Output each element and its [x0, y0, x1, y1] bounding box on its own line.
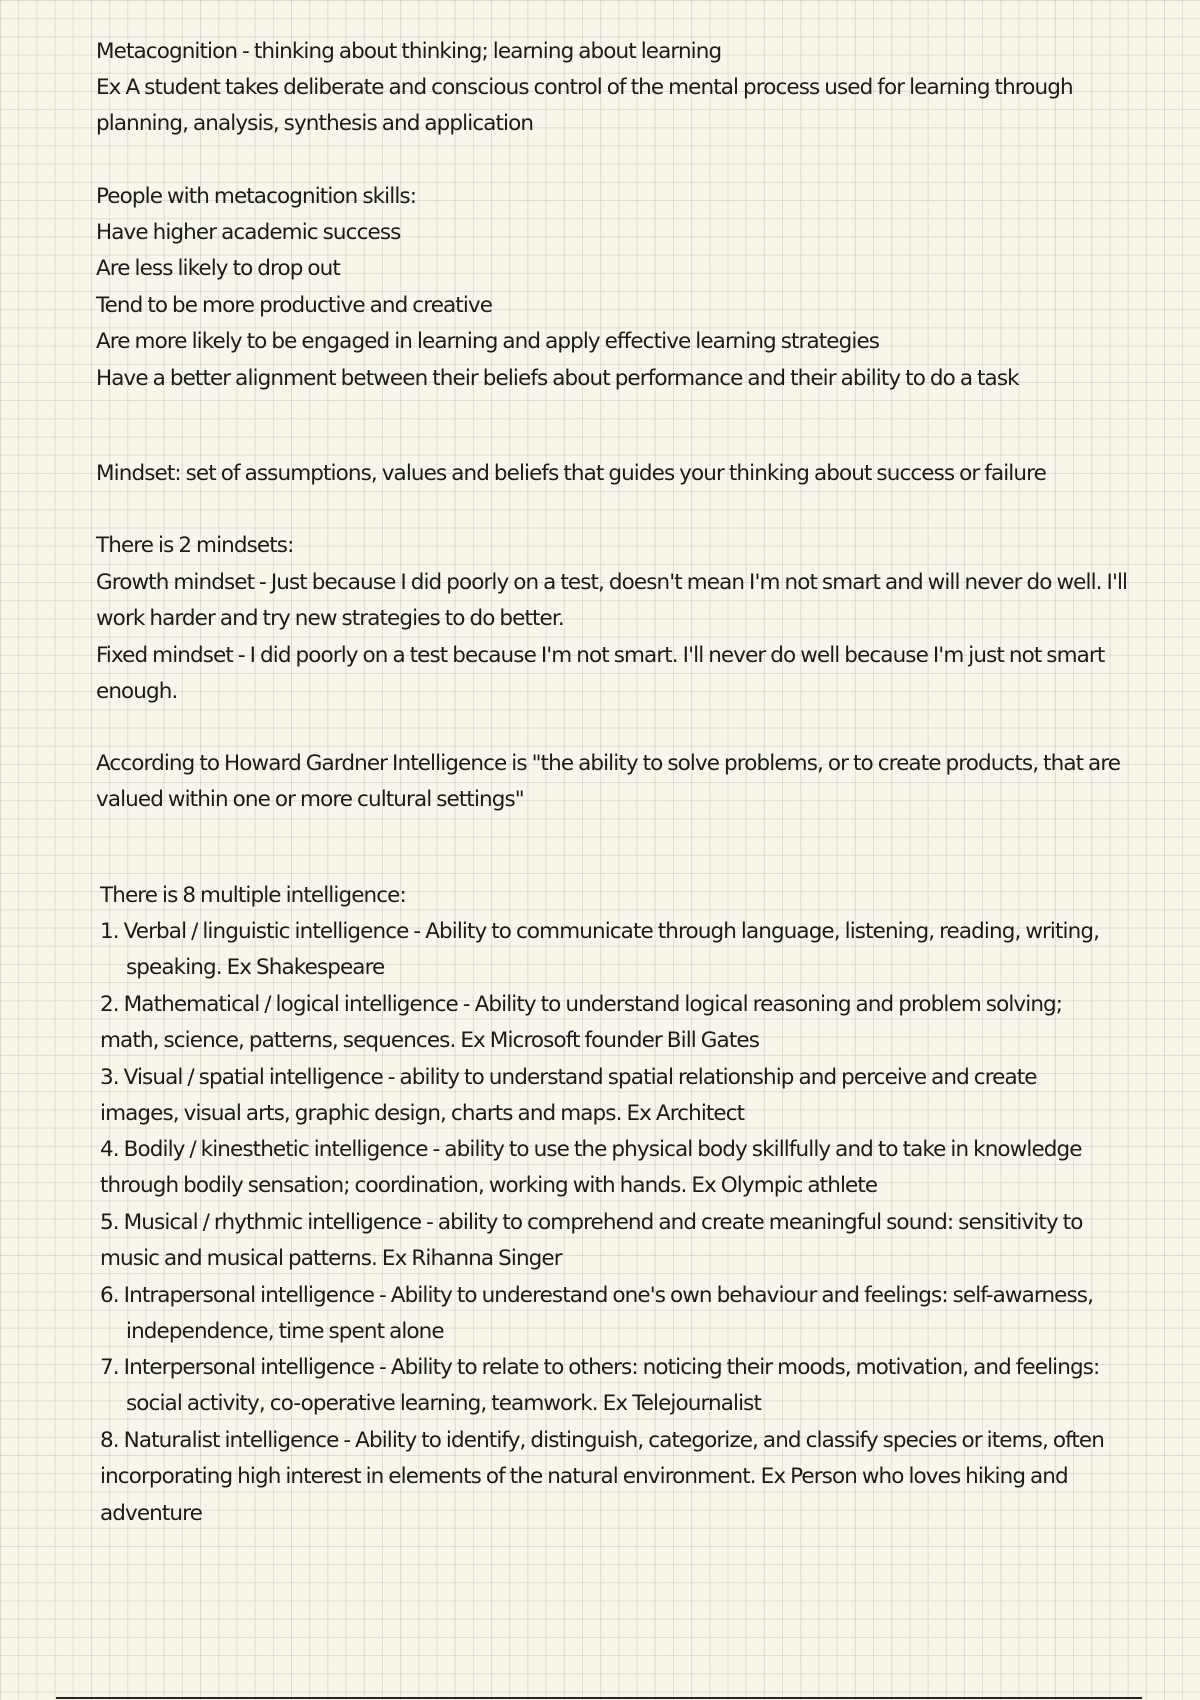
list-item: speaking. Ex Shakespeare — [126, 955, 385, 980]
list-item: 8. Naturalist intelligence - Ability to identify, distinguish, categorize, and classify species or items, often — [100, 1428, 1104, 1453]
list-item: Tend to be more productive and creative — [96, 293, 493, 318]
heading-two-mindsets: There is 2 mindsets: — [96, 533, 294, 558]
list-item: Have a better alignment between their beliefs about performance and their ability to do a task — [96, 366, 1019, 391]
list-item: math, science, patterns, sequences. Ex Microsoft founder Bill Gates — [100, 1028, 759, 1053]
list-item: 1. Verbal / linguistic intelligence - Ability to communicate through language, listening, reading, writing, — [100, 919, 1100, 944]
page-bottom-rule — [56, 1697, 1142, 1699]
note-line: enough. — [96, 679, 178, 704]
heading-metacognition: Metacognition - thinking about thinking; learning about learning — [96, 39, 722, 64]
heading-mindset: Mindset: set of assumptions, values and beliefs that guides your thinking about success or failure — [96, 461, 1046, 486]
list-item: incorporating high interest in elements of the natural environment. Ex Person who loves hiking and — [100, 1464, 1068, 1489]
list-item: 2. Mathematical / logical intelligence - Ability to understand logical reasoning and problem solving; — [100, 992, 1063, 1017]
list-item: music and musical patterns. Ex Rihanna Singer — [100, 1246, 562, 1271]
note-line: Growth mindset - Just because I did poorly on a test, doesn't mean I'm not smart and will never do well. I'll — [96, 570, 1128, 595]
list-item: adventure — [100, 1501, 202, 1526]
list-item: Have higher academic success — [96, 220, 401, 245]
list-item: images, visual arts, graphic design, charts and maps. Ex Architect — [100, 1101, 745, 1126]
list-item: 7. Interpersonal intelligence - Ability to relate to others: noticing their moods, motivation, and feelings: — [100, 1355, 1100, 1380]
list-item: through bodily sensation; coordination, working with hands. Ex Olympic athlete — [100, 1173, 878, 1198]
list-item: Are less likely to drop out — [96, 256, 340, 281]
list-item: 3. Visual / spatial intelligence - ability to understand spatial relationship and perceive and create — [100, 1065, 1037, 1090]
list-item: 5. Musical / rhythmic intelligence - ability to comprehend and create meaningful sound: sensitivity to — [100, 1210, 1083, 1235]
list-item: 6. Intrapersonal intelligence - Ability to underestand one's own behaviour and feelings: self-awarness, — [100, 1283, 1094, 1308]
note-line: Ex A student takes deliberate and conscious control of the mental process used for learning through — [96, 75, 1073, 100]
list-item: Are more likely to be engaged in learning and apply effective learning strategies — [96, 329, 880, 354]
heading-intelligence-definition: According to Howard Gardner Intelligence is "the ability to solve problems, or to create products, that are — [96, 751, 1121, 776]
note-line: Fixed mindset - I did poorly on a test because I'm not smart. I'll never do well because I'm just not smart — [96, 643, 1105, 668]
heading-multiple-intelligence: There is 8 multiple intelligence: — [100, 883, 406, 908]
note-line: work harder and try new strategies to do better. — [96, 606, 564, 631]
list-item: social activity, co-operative learning, teamwork. Ex Telejournalist — [126, 1391, 762, 1416]
heading-metacognition-skills: People with metacognition skills: — [96, 184, 417, 209]
list-item: independence, time spent alone — [126, 1319, 444, 1344]
note-line: valued within one or more cultural settings" — [96, 787, 524, 812]
note-line: planning, analysis, synthesis and application — [96, 111, 534, 136]
list-item: 4. Bodily / kinesthetic intelligence - ability to use the physical body skillfully and to take in knowledge — [100, 1137, 1082, 1162]
